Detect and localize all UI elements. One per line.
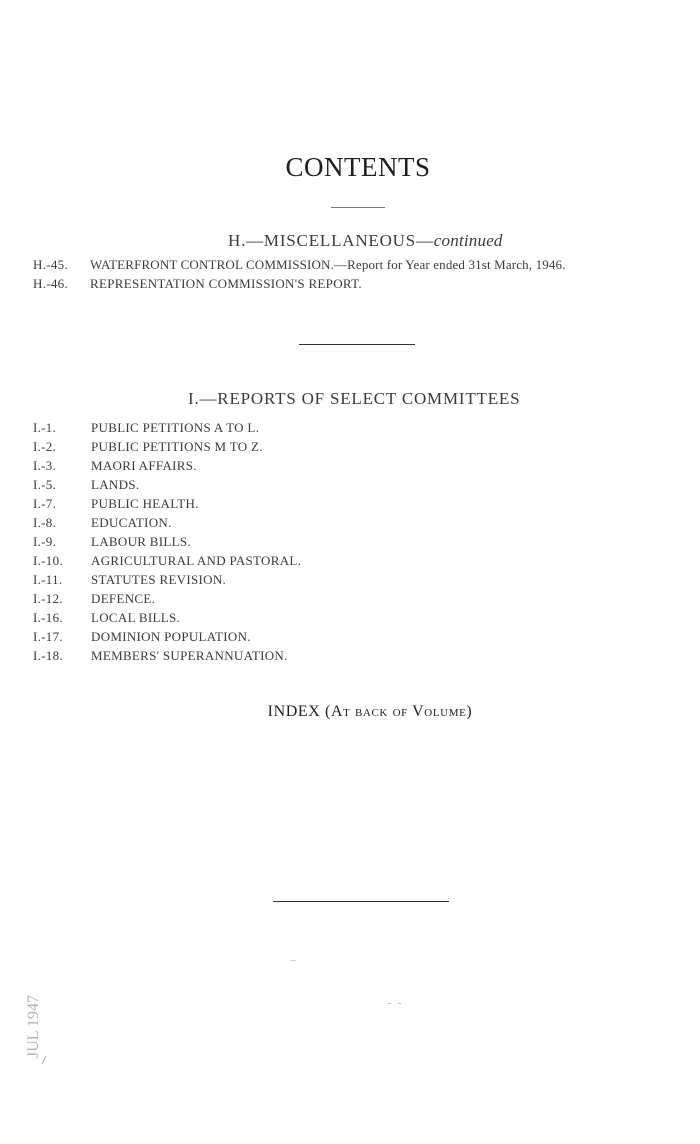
entry-label: EDUCATION. bbox=[91, 515, 172, 530]
entry-label: PUBLIC PETITIONS M TO Z. bbox=[91, 439, 263, 454]
entry-label: PUBLIC HEALTH. bbox=[91, 496, 199, 511]
entry-code: I.-9. bbox=[33, 534, 57, 549]
entry-label: MAORI AFFAIRS. bbox=[91, 458, 197, 473]
entry-code: H.-45. bbox=[33, 257, 69, 272]
entry-label: MEMBERS' SUPERANNUATION. bbox=[91, 648, 288, 663]
list-item bbox=[33, 513, 673, 532]
entry-code: I.-5. bbox=[33, 477, 57, 492]
speck-mark bbox=[290, 960, 296, 961]
entry-code: I.-7. bbox=[33, 496, 57, 511]
section-h-heading-continued: continued bbox=[433, 231, 503, 250]
section-h-entries bbox=[33, 255, 700, 293]
entry-code: I.-3. bbox=[33, 458, 57, 473]
contents-title: CONTENTS bbox=[285, 152, 431, 182]
entry-code: I.-8. bbox=[33, 515, 57, 530]
entry-code: I.-1. bbox=[33, 420, 57, 435]
entry-label: LOCAL BILLS. bbox=[91, 610, 181, 625]
index-note-main: INDEX bbox=[267, 703, 321, 720]
bottom-rule bbox=[273, 901, 449, 902]
list-item bbox=[33, 494, 673, 513]
entry-code: I.-10. bbox=[33, 553, 63, 568]
entry-label: PUBLIC PETITIONS A TO L. bbox=[91, 420, 260, 435]
entry-label: DOMINION POPULATION. bbox=[91, 629, 251, 644]
entry-code: I.-11. bbox=[33, 572, 63, 587]
speck-mark bbox=[398, 1003, 401, 1004]
entry-label: AGRICULTURAL AND PASTORAL. bbox=[91, 553, 302, 568]
section-h-heading-main: H.—MISCELLANEOUS— bbox=[228, 231, 434, 250]
entry-code: I.-2. bbox=[33, 439, 57, 454]
entry-label: REPRESENTATION COMMISSION'S REPORT. bbox=[90, 276, 362, 291]
list-item bbox=[33, 646, 673, 665]
list-item bbox=[33, 274, 700, 293]
library-date-stamp bbox=[12, 968, 56, 1064]
list-item bbox=[33, 437, 673, 456]
entry-code: I.-18. bbox=[33, 648, 63, 663]
library-stamp-text: JUL 1947 bbox=[25, 995, 42, 1058]
entry-label: DEFENCE. bbox=[91, 591, 156, 606]
list-item bbox=[33, 570, 673, 589]
section-i-heading: I.—REPORTS OF SELECT COMMITTEES bbox=[188, 389, 521, 408]
section-h-heading bbox=[228, 231, 503, 251]
entry-code: I.-16. bbox=[33, 610, 63, 625]
list-item bbox=[33, 627, 673, 646]
entry-code: I.-17. bbox=[33, 629, 63, 644]
speck-mark bbox=[388, 1003, 391, 1004]
list-item bbox=[33, 418, 673, 437]
entry-label: LANDS. bbox=[91, 477, 140, 492]
list-item bbox=[33, 255, 700, 274]
list-item bbox=[33, 532, 673, 551]
section-i-entries bbox=[33, 418, 673, 665]
list-item bbox=[33, 589, 673, 608]
entry-label: LABOUR BILLS. bbox=[91, 534, 191, 549]
index-note-paren: (At back of Volume) bbox=[325, 703, 473, 720]
entry-code: H.-46. bbox=[33, 276, 69, 291]
entry-label: STATUTES REVISION. bbox=[91, 572, 227, 587]
entry-code: I.-12. bbox=[33, 591, 63, 606]
list-item bbox=[33, 475, 673, 494]
title-rule bbox=[331, 207, 385, 208]
entry-label: WATERFRONT CONTROL COMMISSION.—Report for Year ended 31st March, 1946. bbox=[90, 257, 566, 272]
list-item bbox=[33, 551, 673, 570]
section-divider-rule bbox=[299, 344, 415, 345]
index-note bbox=[0, 703, 700, 721]
list-item bbox=[33, 608, 673, 627]
library-stamp-graphic bbox=[12, 968, 56, 1064]
list-item bbox=[33, 456, 673, 475]
